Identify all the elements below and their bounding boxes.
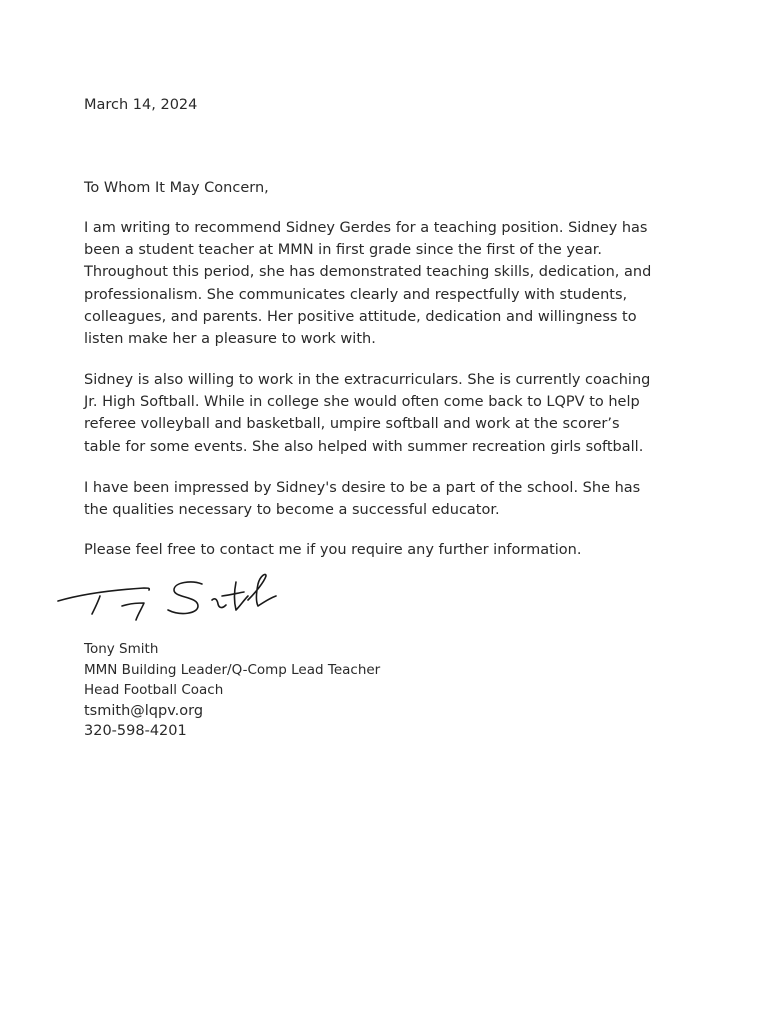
paragraph-line: colleagues, and parents. Her positive attitude, dedication and willingness to [84, 308, 637, 325]
signer-name: Tony Smith [84, 641, 159, 657]
paragraph-line: I have been impressed by Sidney's desire to be a part of the school. She has [84, 480, 641, 496]
salutation: To Whom It May Concern, [84, 180, 269, 196]
paragraph-recommendation [84, 217, 694, 350]
paragraph-line: table for some events. She also helped with summer recreation girls softball. [84, 438, 644, 455]
signer-role: Head Football Coach [84, 682, 224, 698]
paragraph-line: been a student teacher at MMN in first grade since the first of the year. [84, 242, 602, 259]
paragraph-line: Sidney is also willing to work in the extracurriculars. She is currently coaching [84, 372, 651, 388]
handwritten-signature-icon [52, 570, 292, 630]
paragraph-line: referee volleyball and basketball, umpire softball and work at the scorer’s [84, 416, 620, 433]
paragraph-closing [84, 539, 694, 561]
signer-email: tsmith@lqpv.org [84, 702, 204, 719]
paragraph-impression [84, 477, 694, 521]
paragraph-line: Please feel free to contact me if you require any further information. [84, 542, 582, 558]
paragraph-line: the qualities necessary to become a successful educator. [84, 502, 500, 519]
signer-phone: 320-598-4201 [84, 723, 187, 739]
paragraph-line: Throughout this period, she has demonstrated teaching skills, dedication, and [84, 264, 652, 281]
paragraph-line: I am writing to recommend Sidney Gerdes for a teaching position. Sidney has [84, 220, 648, 236]
paragraph-line: listen make her a pleasure to work with. [84, 331, 376, 348]
paragraph-extracurriculars [84, 369, 694, 458]
paragraph-line: professionalism. She communicates clearly and respectfully with students, [84, 286, 628, 303]
signer-title: MMN Building Leader/Q-Comp Lead Teacher [84, 661, 381, 678]
signature-block [84, 639, 380, 742]
paragraph-line: Jr. High Softball. While in college she would often come back to LQPV to help [84, 394, 640, 411]
letter-date: March 14, 2024 [84, 97, 198, 113]
